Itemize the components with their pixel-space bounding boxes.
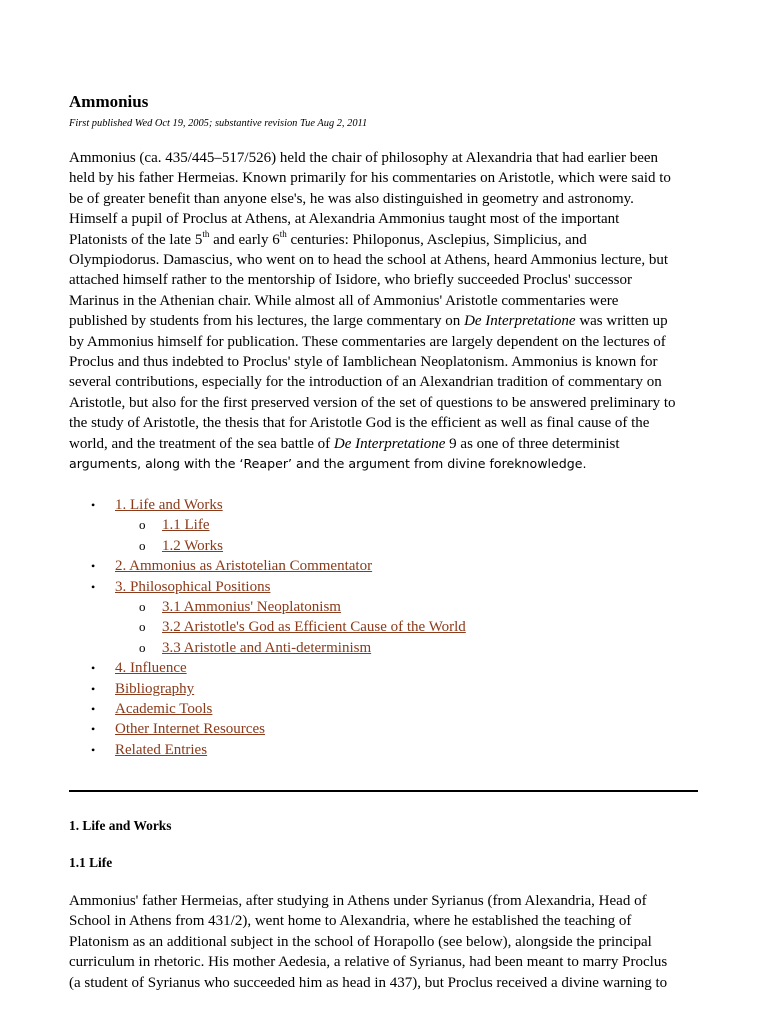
- toc-link-philosophical-positions[interactable]: 3. Philosophical Positions: [115, 578, 271, 595]
- bullet-icon: •: [91, 661, 96, 676]
- toc-link-works[interactable]: 1.2 Works: [162, 537, 224, 554]
- toc-link-efficient-cause[interactable]: 3.2 Aristotle's God as Efficient Cause of the World: [162, 619, 466, 636]
- abstract-line: be of greater benefit than anyone else's, he was also distinguished in geometry and astronomy.: [69, 190, 634, 207]
- abstract-line: by Ammonius himself for publication. These commentaries are largely dependent on the lectures of: [69, 333, 666, 350]
- body-line: (a student of Syrianus who succeeded him as head in 437), but Proclus received a divine warning to: [69, 974, 668, 991]
- abstract-line: Ammonius (ca. 435/445–517/526) held the chair of philosophy at Alexandria that had earlier been: [69, 150, 659, 166]
- toc-item: [69, 679, 466, 699]
- toc-item: [69, 556, 466, 576]
- toc-item: [69, 740, 466, 760]
- abstract-paragraph: [69, 148, 699, 475]
- body-line: School in Athens from 431/2), went home to Alexandria, where he established the teaching of: [69, 913, 632, 930]
- article-title: Ammonius: [69, 92, 149, 111]
- toc-link-influence[interactable]: 4. Influence: [115, 660, 187, 677]
- bullet-icon: •: [91, 681, 96, 696]
- body-line: Platonism as an additional subject in the school of Horapollo (see below), alongside the principal: [69, 933, 652, 950]
- abstract-line: Himself a pupil of Proclus at Athens, at Alexandria Ammonius taught most of the important: [69, 211, 620, 228]
- toc-link-bibliography[interactable]: Bibliography: [115, 680, 195, 697]
- abstract-line: attached himself rather to the mentorship of Isidore, who briefly succeeded Proclus' successor: [69, 272, 632, 289]
- toc-link-anti-determinism[interactable]: 3.3 Aristotle and Anti-determinism: [162, 639, 372, 656]
- toc-item: [69, 515, 466, 535]
- superscript: th: [279, 228, 287, 239]
- bullet-icon: •: [91, 702, 96, 717]
- toc-link-internet-resources[interactable]: Other Internet Resources: [115, 721, 265, 738]
- abstract-line: Olympiodorus. Damascius, who went on to head the school at Athens, heard Ammonius lecture, but: [69, 252, 669, 269]
- abstract-line: several contributions, especially for the introduction of an Alexandrian tradition of commentary on: [69, 374, 662, 391]
- abstract-text: world, and the treatment of the sea battle of: [69, 435, 334, 452]
- abstract-text: published by students from his lectures, the large commentary on: [69, 313, 465, 330]
- abstract-text: Platonists of the late 5: [69, 231, 203, 248]
- toc-link-aristotelian-commentator[interactable]: 2. Ammonius as Aristotelian Commentator: [115, 558, 373, 575]
- toc-link-neoplatonism[interactable]: 3.1 Ammonius' Neoplatonism: [162, 599, 341, 616]
- circle-bullet-icon: o: [139, 619, 146, 635]
- abstract-line: [69, 230, 699, 250]
- superscript: th: [202, 228, 210, 239]
- body-line: Ammonius' father Hermeias, after studying in Athens under Syrianus (from Alexandria, Head of: [69, 893, 647, 909]
- circle-bullet-icon: o: [139, 639, 146, 655]
- abstract-line: Aristotle, but also for the first preserved version of the set of questions to be answered preliminary to: [69, 394, 676, 411]
- toc-item: [69, 658, 466, 678]
- abstract-line: the study of Aristotle, the thesis that for Aristotle God is the efficient as well as final cause of the: [69, 415, 650, 432]
- circle-bullet-icon: o: [139, 537, 146, 553]
- publication-info: First published Wed Oct 19, 2005; substantive revision Tue Aug 2, 2011: [69, 118, 368, 129]
- toc-link-life-and-works[interactable]: 1. Life and Works: [115, 497, 223, 513]
- toc-item: [69, 536, 466, 556]
- abstract-text: was written up: [575, 313, 668, 330]
- bullet-icon: •: [91, 722, 96, 737]
- abstract-line: Marinus in the Athenian chair. While almost all of Ammonius' Aristotle commentaries were: [69, 292, 619, 309]
- bullet-icon: •: [91, 559, 96, 574]
- section-heading: 1. Life and Works: [69, 818, 172, 833]
- abstract-line: [69, 311, 699, 331]
- toc-item: [69, 638, 466, 658]
- toc-link-academic-tools[interactable]: Academic Tools: [115, 701, 213, 718]
- body-paragraph: [69, 891, 699, 993]
- circle-bullet-icon: o: [139, 517, 146, 533]
- toc-item: [69, 617, 466, 637]
- abstract-text: centuries: Philoponus, Asclepius, Simplicius, and: [286, 231, 587, 248]
- abstract-line: held by his father Hermeias. Known primarily for his commentaries on Aristotle, which were said to: [69, 170, 671, 187]
- toc-item: [69, 577, 466, 597]
- body-line: curriculum in rhetoric. His mother Aedesia, a relative of Syrianus, had been meant to marry Proclus: [69, 954, 668, 971]
- abstract-line: [69, 434, 699, 454]
- bullet-icon: •: [91, 742, 96, 757]
- circle-bullet-icon: o: [139, 599, 146, 615]
- toc-item: [69, 719, 466, 739]
- toc-link-life[interactable]: 1.1 Life: [162, 517, 210, 534]
- table-of-contents: [69, 495, 466, 760]
- work-title: De Interpretatione: [333, 435, 446, 452]
- bullet-icon: •: [91, 579, 96, 594]
- work-title: De Interpretatione: [464, 313, 576, 330]
- toc-item: [69, 495, 466, 515]
- subsection-heading: 1.1 Life: [69, 855, 113, 870]
- abstract-line: Proclus and thus indebted to Proclus' style of Iamblichean Neoplatonism. Ammonius is known for: [69, 354, 658, 371]
- abstract-text: and early 6: [209, 231, 280, 248]
- toc-item: [69, 699, 466, 719]
- abstract-line: arguments, along with the ‘Reaper’ and the argument from divine foreknowledge.: [69, 456, 587, 472]
- toc-item: [69, 597, 466, 617]
- bullet-icon: •: [91, 498, 96, 512]
- toc-link-related-entries[interactable]: Related Entries: [115, 741, 208, 758]
- abstract-text: 9 as one of three determinist: [445, 435, 620, 452]
- section-divider: [69, 790, 698, 792]
